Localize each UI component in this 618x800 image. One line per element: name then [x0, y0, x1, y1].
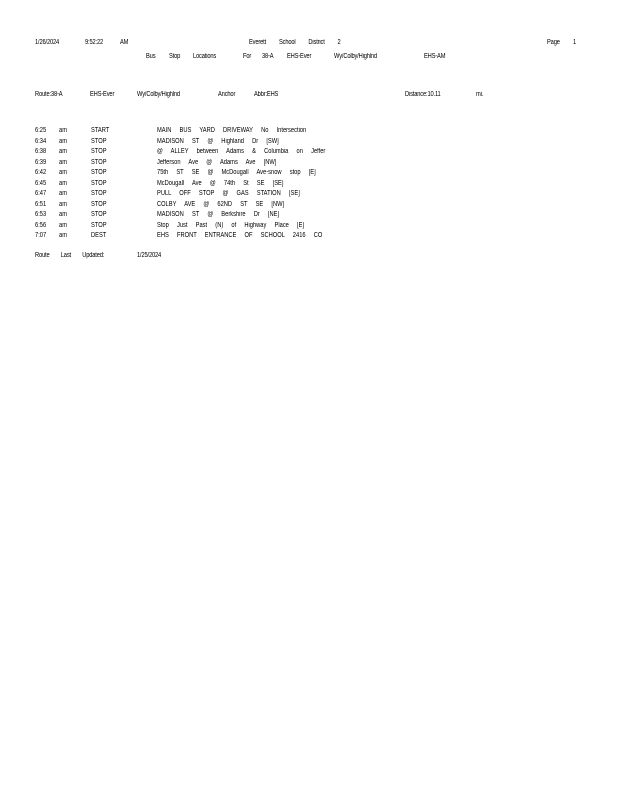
stop-ampm: am — [59, 158, 67, 166]
stop-time: 6:34 — [35, 137, 47, 145]
stop-time: 6:51 — [35, 200, 47, 208]
stop-row — [0, 201, 618, 211]
stop-type: STOP — [91, 158, 107, 166]
subtitle-word-bus: Bus — [146, 53, 156, 60]
stop-type: STOP — [91, 190, 107, 197]
stop-description: MADISON ST @ Berkshire Dr [NE] — [157, 211, 280, 218]
stop-type: STOP — [91, 169, 107, 176]
abbr-label: Abbr:EHS — [254, 91, 279, 98]
stop-row — [0, 169, 618, 179]
stop-type: STOP — [91, 221, 107, 229]
anchor-label: Anchor — [218, 91, 236, 98]
stop-description: MADISON ST @ Highland Dr [SW] — [157, 137, 279, 145]
stop-ampm: am — [59, 232, 67, 239]
subtitle-word-locations: Locations — [193, 53, 217, 60]
stop-row — [0, 222, 618, 232]
stop-row — [0, 148, 618, 158]
stop-type: STOP — [91, 200, 107, 208]
stop-ampm: am — [59, 127, 67, 134]
page-label: Page — [547, 39, 560, 46]
stop-row — [0, 211, 618, 221]
stop-time: 6:56 — [35, 221, 47, 229]
stop-type: STOP — [91, 148, 107, 155]
subtitle-session: EHS-AM — [424, 53, 446, 60]
report-date: 1/26/2024 — [35, 39, 60, 46]
stop-description: Jefferson Ave @ Adams Ave [NW] — [157, 158, 277, 166]
stop-row — [0, 232, 618, 242]
stop-description: @ ALLEY between Adams & Columbia on Jeffer — [157, 148, 326, 155]
stop-time: 6:25 — [35, 127, 47, 134]
route-code: EHS-Ever — [90, 91, 115, 98]
stop-ampm: am — [59, 221, 67, 229]
district-title: Everett School District 2 — [249, 39, 341, 46]
distance-label: Distance:10.11 — [405, 91, 441, 98]
stop-type: DEST — [91, 232, 107, 239]
stop-description: EHS FRONT ENTRANCE OF SCHOOL 2416 CO — [157, 232, 323, 239]
route-path: Wy/Colby/Highlnd — [137, 91, 180, 98]
stop-description: Stop Just Past (N) of Highway Place [E] — [157, 221, 305, 229]
stop-description: McDougall Ave @ 74th St SE [SE] — [157, 179, 284, 187]
stop-type: STOP — [91, 211, 107, 218]
stop-ampm: am — [59, 211, 67, 218]
route-updated-label: Route Last Updated: — [35, 252, 105, 259]
distance-unit: mi. — [476, 91, 484, 98]
stop-type: STOP — [91, 179, 107, 187]
route-updated-date: 1/25/2024 — [137, 252, 162, 259]
stop-row — [0, 180, 618, 190]
stop-time: 6:47 — [35, 190, 47, 197]
stop-time: 6:39 — [35, 158, 47, 166]
stop-row — [0, 127, 618, 137]
subtitle-route-code: EHS-Ever — [287, 53, 312, 60]
stop-ampm: am — [59, 169, 67, 176]
stop-row — [0, 159, 618, 169]
stop-row — [0, 138, 618, 148]
stop-ampm: am — [59, 137, 67, 145]
stop-ampm: am — [59, 148, 67, 155]
stop-row — [0, 190, 618, 200]
report-time: 9:52:22 — [85, 39, 104, 46]
stop-ampm: am — [59, 200, 67, 208]
stop-time: 6:38 — [35, 148, 47, 155]
route-id: Route:38-A — [35, 91, 63, 98]
stop-time: 6:53 — [35, 211, 47, 218]
report-ampm: AM — [120, 39, 129, 46]
stop-description: MAIN BUS YARD DRIVEWAY No Intersection — [157, 127, 307, 134]
subtitle-word-for: For — [243, 53, 252, 60]
subtitle-word-stop: Stop — [169, 53, 181, 60]
stop-description: 75th ST SE @ McDougall Ave-snow stop [E] — [157, 169, 316, 176]
stop-description: PULL OFF STOP @ GAS STATION [SE] — [157, 190, 300, 197]
stop-ampm: am — [59, 190, 67, 197]
page-number: 1 — [573, 39, 577, 46]
stop-time: 7:07 — [35, 232, 47, 239]
stop-type: STOP — [91, 137, 107, 145]
stop-time: 6:42 — [35, 169, 47, 176]
stop-time: 6:45 — [35, 179, 47, 187]
subtitle-route-path: Wy/Colby/Highlnd — [334, 53, 377, 60]
stop-type: START — [91, 127, 110, 134]
stop-description: COLBY AVE @ 62ND ST SE [NW] — [157, 200, 285, 208]
stop-ampm: am — [59, 179, 67, 187]
subtitle-route-number: 38-A — [262, 53, 274, 60]
